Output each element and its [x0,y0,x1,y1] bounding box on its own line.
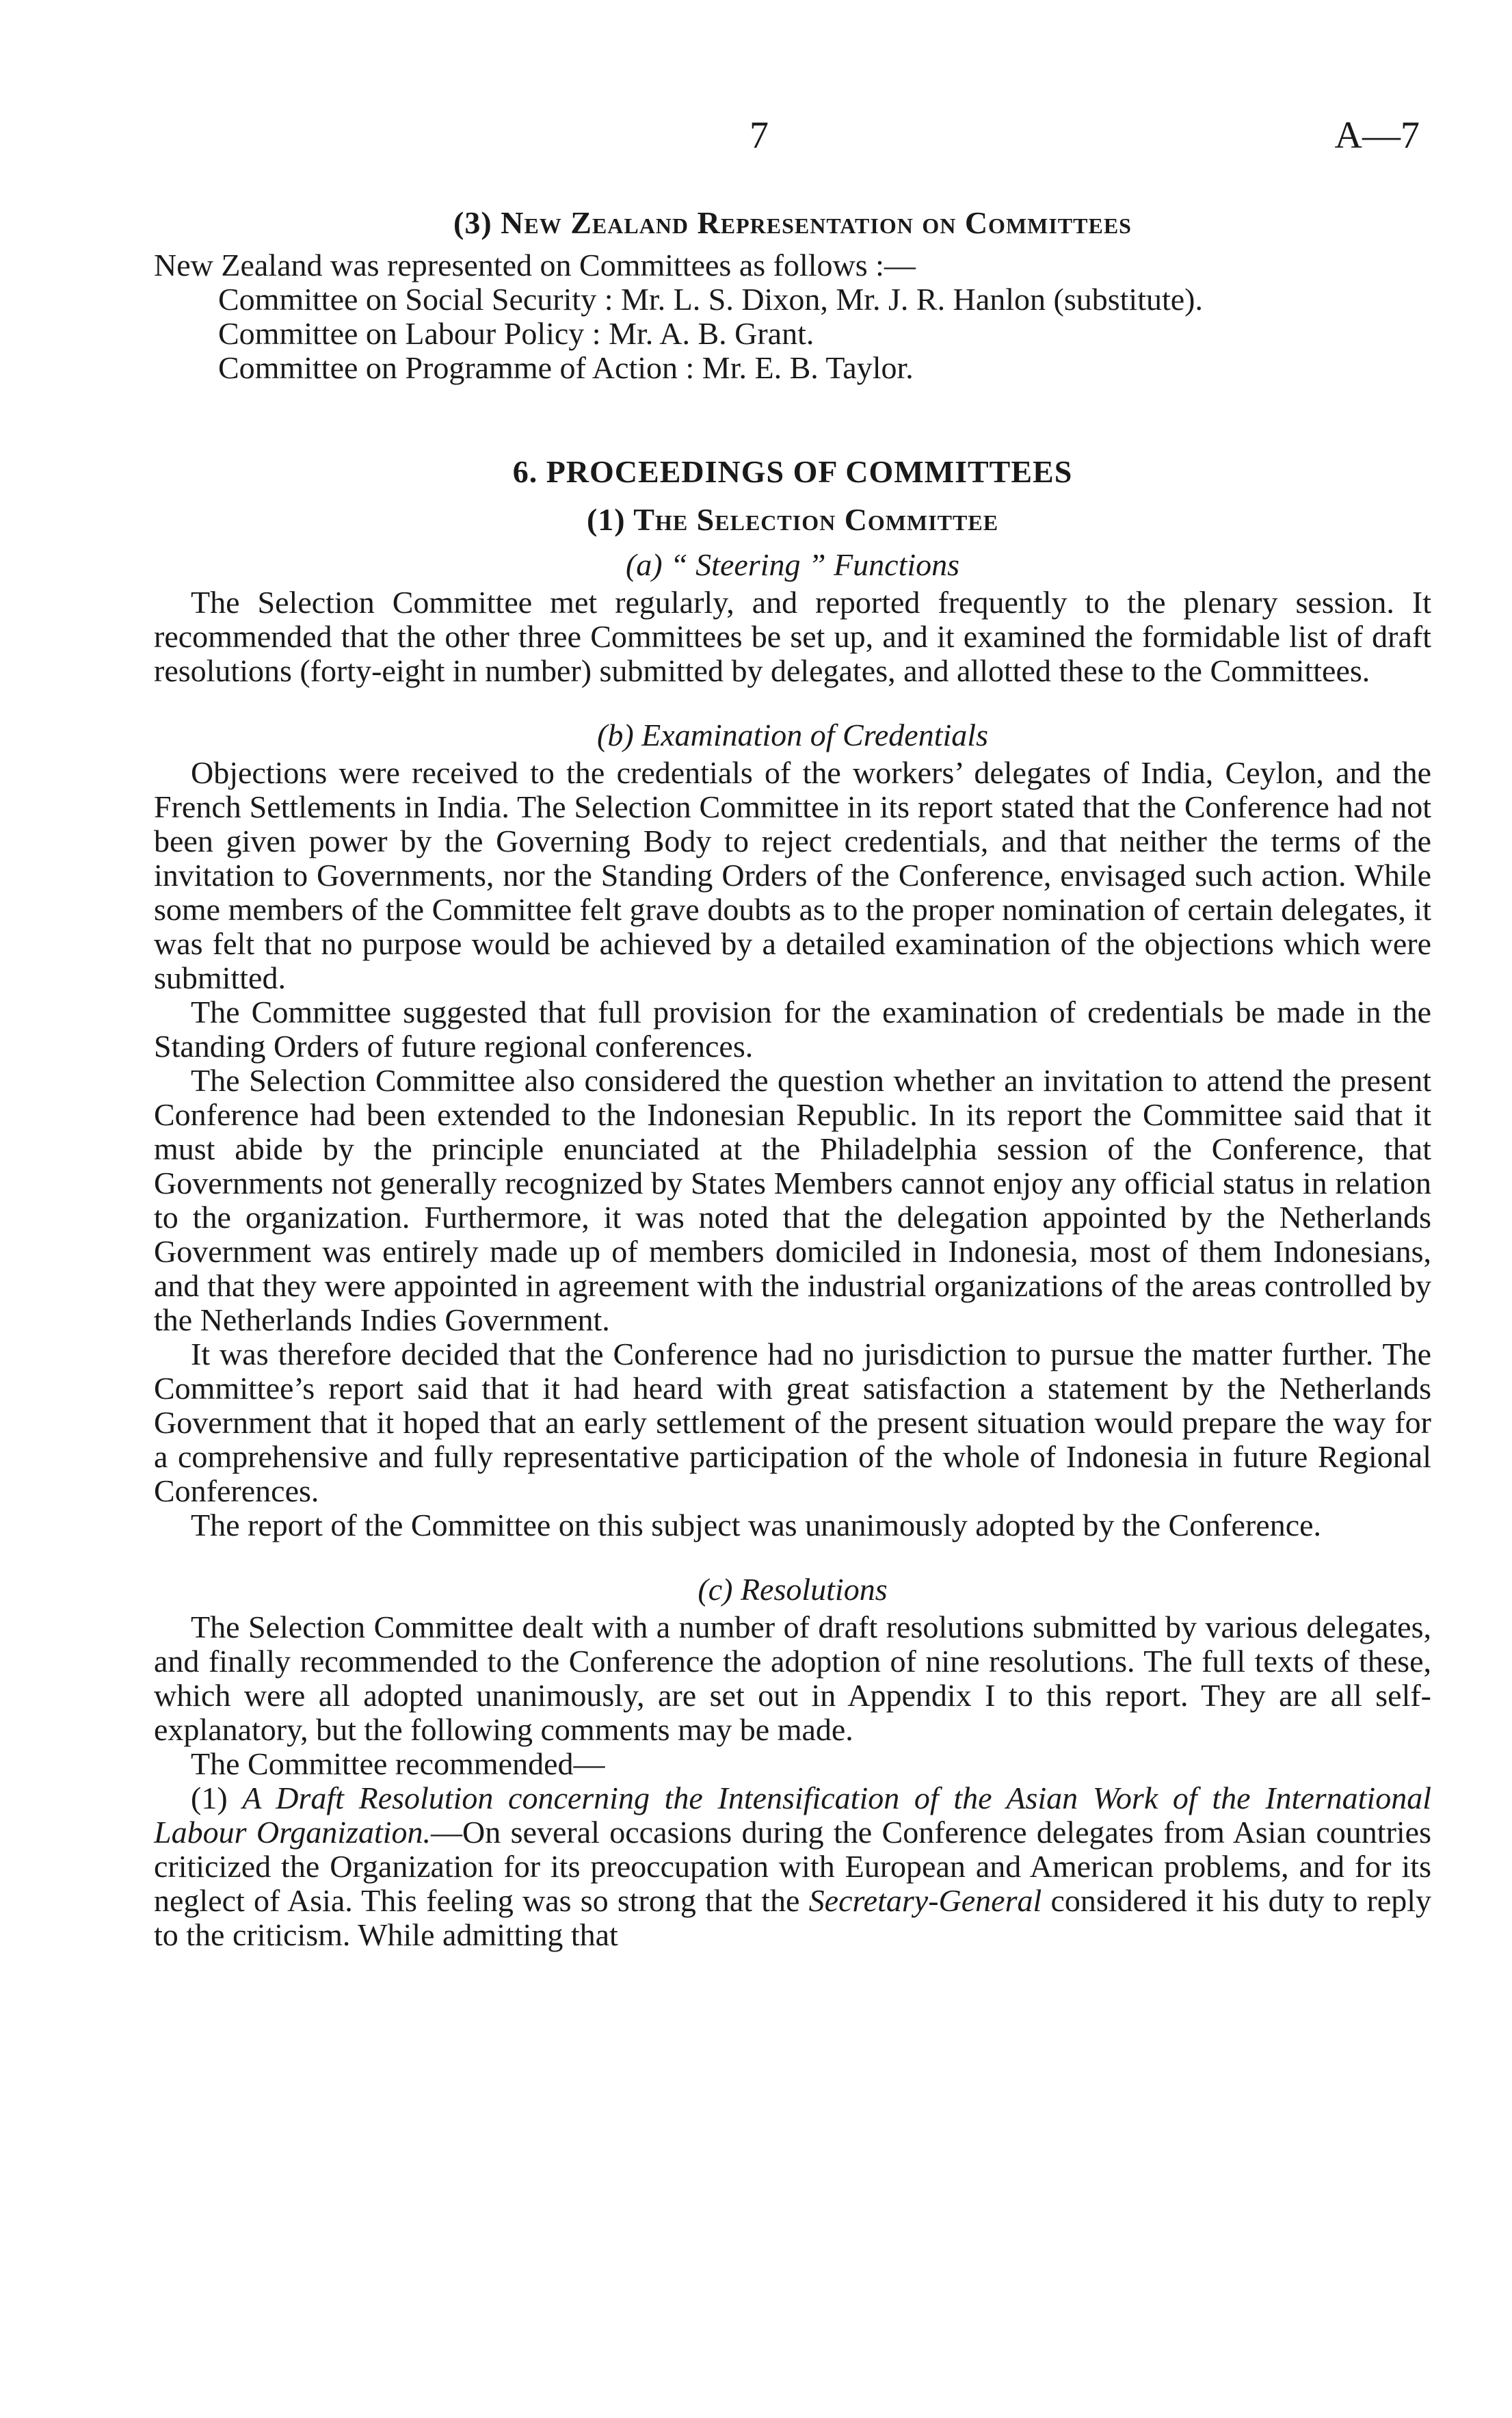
item-text-continued: considered it his duty to reply to the criticism. While admitting that [154,1882,1432,1952]
item-number: (1) [191,1780,228,1815]
paragraph-committee-recommended: The Committee recommended— [191,1746,605,1781]
paragraph-report-adopted: The report of the Committee on this subject was unanimously adopted by the Conference. [191,1507,1322,1542]
paragraph-credentials-objections: Objections were received to the credentials of the workers’ delegates of India, Ceylon, and the French Settlements in India. The Selection Committee in its report stated that the Conference had not been given power by the Governing Body to reject credentials, and that neither the terms of the invitation to Governments, nor the Standing Orders of the Conference, envisaged such action. While some members of the Committee felt grave doubts as to the proper nomination of certain delegates, it was felt that no purpose would be achieved by a detailed examination of the objections which were submitted. [154,754,1431,995]
page-reference: A—7 [1334,114,1420,157]
paragraph-credentials-provision: The Committee suggested that full provision for the examination of credentials be made in the Standing Orders of future regional conferences. [154,994,1431,1064]
subheading-selection-committee: (1) The Selection Committee [586,501,999,537]
page-content [154,205,1431,1952]
heading-label: (a) [625,547,663,582]
committee-entry: Committee on Programme of Action : Mr. E. B. Taylor. [218,350,914,385]
heading-label: (c) [698,1571,733,1607]
heading-examination-credentials [154,717,1431,753]
committee-list [218,282,1431,385]
heading-label: (b) [597,717,634,752]
paragraph-jurisdiction: It was therefore decided that the Conference had no jurisdiction to pursue the matter further. The Committee’s report said that it had heard with great satisfaction a statement by the Netherlands Government that it hoped that an early settlement of the present situation would prepare the way for a comprehensive and fully representative participation of the whole of Indonesia in future Regional Conferences. [154,1336,1431,1508]
heading-resolutions [154,1571,1431,1607]
heading-title: Resolutions [740,1571,888,1607]
section-heading-nz-representation: (3) New Zealand Representation on Committees [453,205,1132,240]
representation-intro: New Zealand was represented on Committees as follows :— [154,247,916,282]
committee-entry: Committee on Labour Policy : Mr. A. B. Grant. [218,315,814,351]
item-italic-term: Secretary-General [808,1882,1042,1918]
paragraph-resolution-item-1 [154,1781,1431,1952]
section-heading-proceedings: 6. PROCEEDINGS OF COMMITTEES [512,454,1073,489]
heading-steering-functions [154,547,1431,583]
paragraph-resolutions: The Selection Committee dealt with a number of draft resolutions submitted by various delegates, and finally recommended to the Conference the adoption of nine resolutions. The full texts of these, which were all adopted unanimously, are set out in Appendix I to this report. They are all self-explanatory, but the following comments may be made. [154,1609,1431,1747]
committee-entry: Committee on Social Security : Mr. L. S. Dixon, Mr. J. R. Hanlon (substitute). [218,281,1203,317]
paragraph-indonesian-republic: The Selection Committee also considered the question whether an invitation to attend the present Conference had been extended to the Indonesian Republic. In its report the Committee said that it must abide by the principle enunciated at the Philadelphia session of the Conference, that Governments not generally recognized by States Members cannot enjoy any official status in relation to the organization. Furthermore, it was noted that the delegation appointed by the Netherlands Government was entirely made up of members domiciled in Indonesia, most of them Indonesians, and that they were appointed in agreement with the industrial organizations of the areas controlled by the Netherlands Indies Government. [154,1062,1431,1337]
item-title: A Draft Resolution concerning the Intensification of the Asian Work of the International Labour Organization. [154,1780,1431,1850]
item-text: —On several occasions during the Conference delegates from Asian countries criticized the Organization for its preoccupation with European and American problems, and for its neglect of Asia. This feeling was so strong that the [154,1814,1432,1918]
heading-title: Examination of Credentials [641,717,988,752]
paragraph-steering: The Selection Committee met regularly, and reported frequently to the plenary session. It recommended that the other three Committees be set up, and it examined the formidable list of draft resolutions (forty-eight in number) submitted by delegates, and allotted these to the Committees. [154,584,1431,688]
page-number: 7 [750,114,769,157]
heading-title: Functions [834,547,960,582]
heading-quoted-term: “ Steering ” [670,547,826,582]
